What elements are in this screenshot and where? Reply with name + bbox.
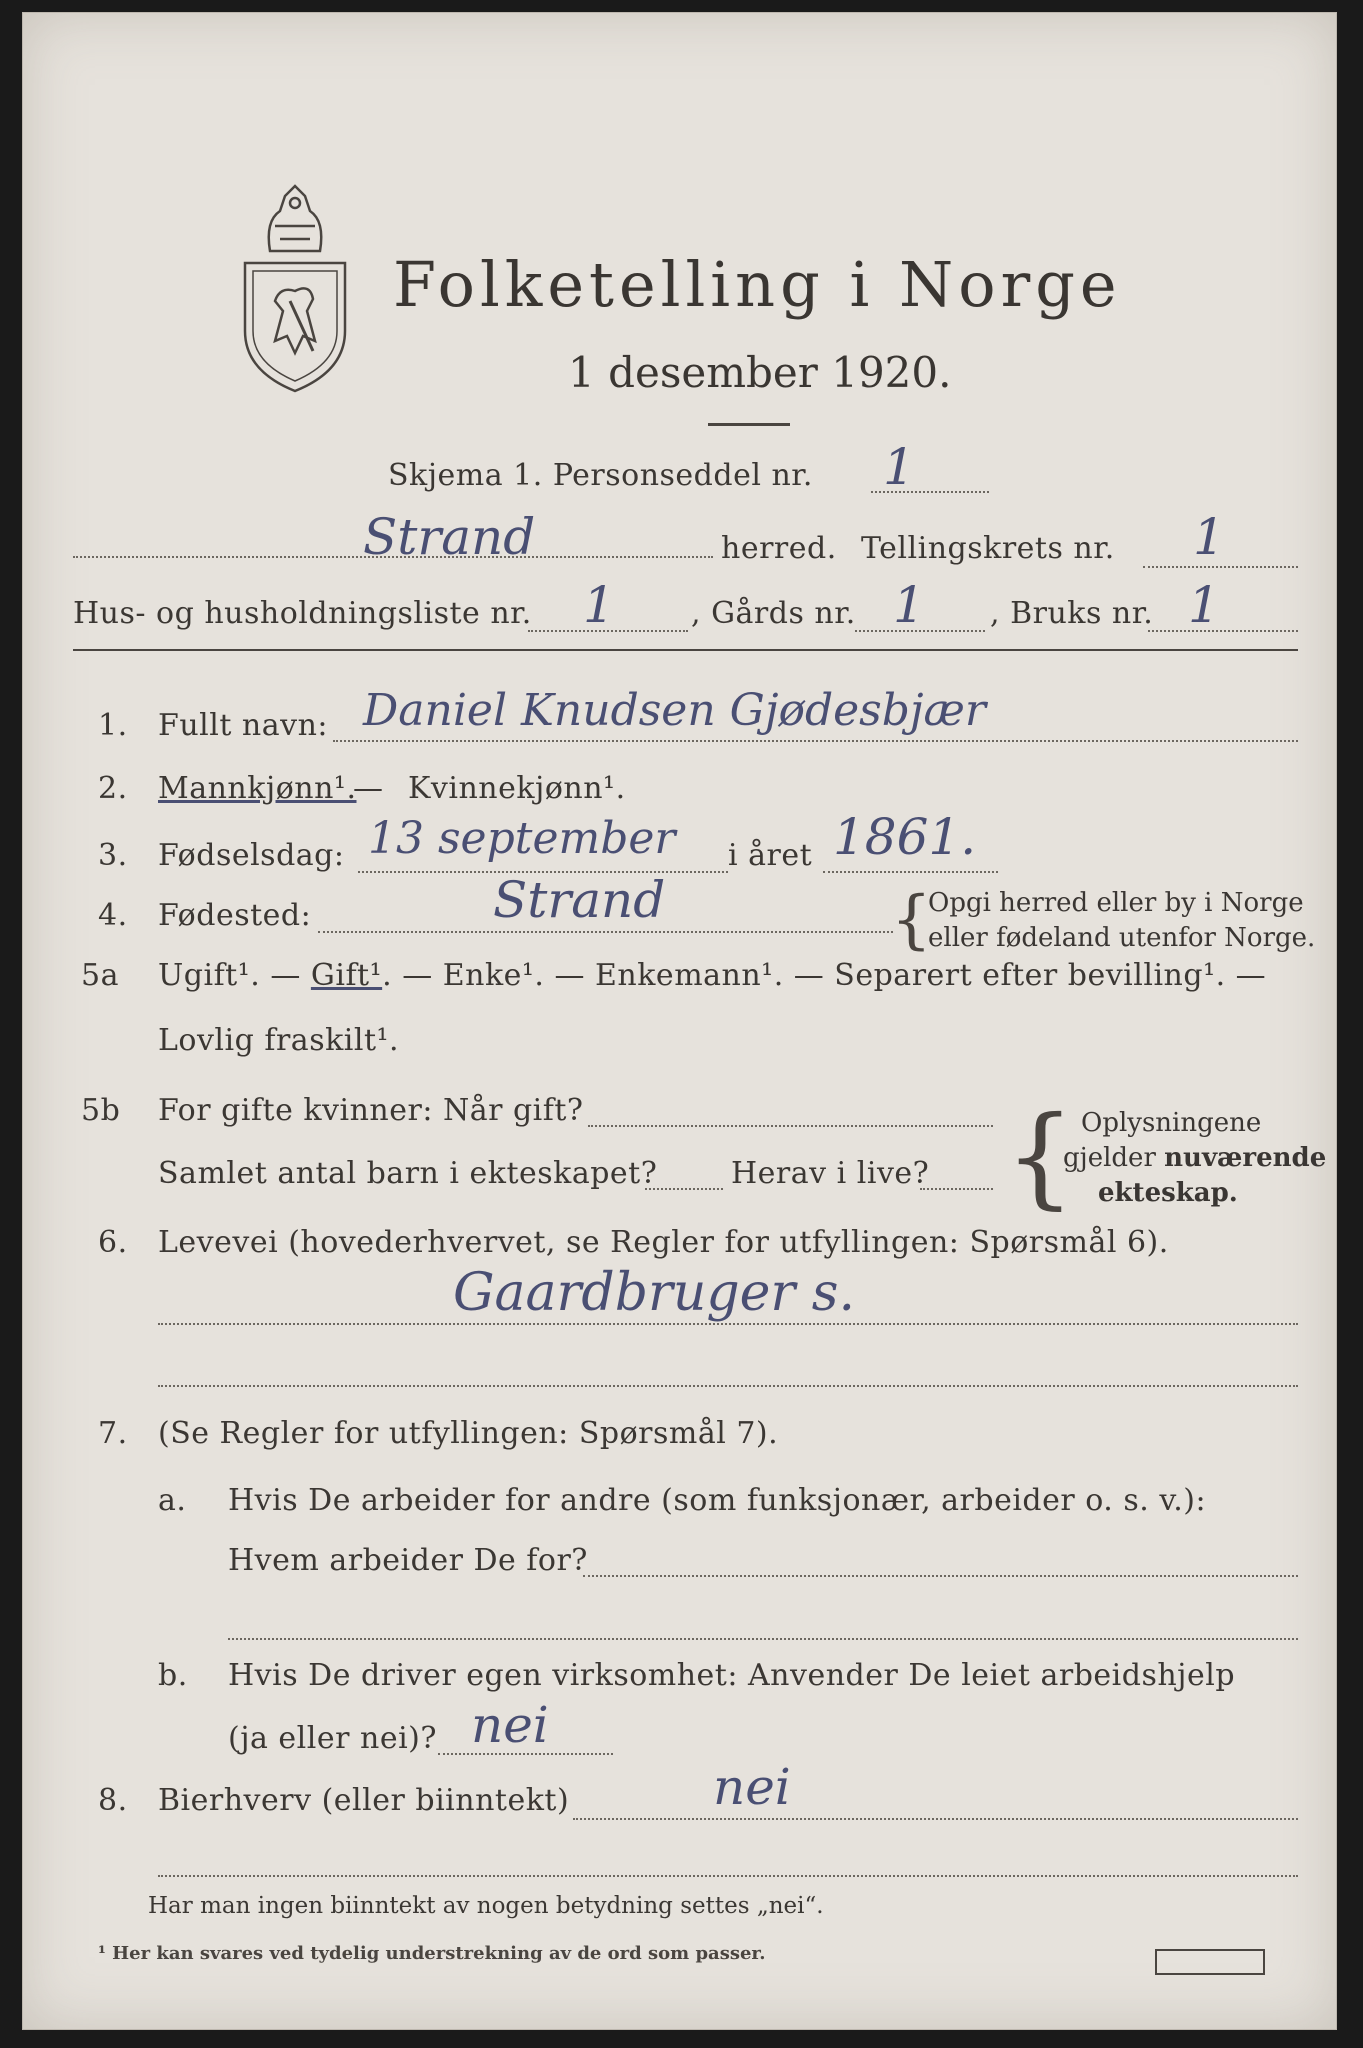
q3-label: Fødselsdag: — [158, 838, 345, 873]
census-form — [22, 12, 1337, 2030]
q6-number: 6. — [98, 1225, 128, 1260]
birthplace-field-line — [318, 931, 893, 933]
bruks-label: , Bruks nr. — [990, 596, 1154, 631]
occupation-field-line-2 — [158, 1385, 1298, 1387]
employer-label: Hvem arbeider De for? — [228, 1543, 588, 1578]
occupation-value: Gaardbruger s. — [453, 1263, 855, 1323]
hired-help-value: nei — [471, 1696, 549, 1754]
q7-number: 7. — [98, 1416, 128, 1451]
footer-note: Har man ingen biinntekt av nogen betydning settes „nei“. — [148, 1893, 824, 1919]
year-label: i året — [728, 838, 813, 873]
skjema-label: Skjema 1. Personseddel nr. — [388, 458, 813, 493]
printer-stamp — [1155, 1949, 1265, 1975]
birthplace-value: Strand — [493, 871, 666, 929]
q4-label: Fødested: — [158, 898, 312, 933]
q4-number: 4. — [98, 898, 128, 933]
birthplace-note-line2: eller fødeland utenfor Norge. — [928, 923, 1316, 953]
side-income-field-line-1 — [573, 1818, 1298, 1820]
q6-label: Levevei (hovederhvervet, se Regler for utfyllingen: Spørsmål 6). — [158, 1225, 1169, 1260]
form-title: Folketelling i Norge — [393, 248, 1122, 321]
employer-field-line-1 — [583, 1575, 1298, 1577]
married-when-field-line — [588, 1125, 993, 1127]
q3-number: 3. — [98, 838, 128, 873]
marriage-note-line1: Oplysningene — [1081, 1108, 1262, 1138]
children-count-label: Samlet antal barn i ekteskapet? — [158, 1156, 658, 1191]
divorced-option: Lovlig fraskilt¹. — [158, 1023, 400, 1058]
birthplace-note-brace: { — [891, 883, 932, 957]
footnote: ¹ Her kan svares ved tydelig understrekning av de ord som passer. — [98, 1943, 766, 1964]
tellingskrets-label: Tellingskrets nr. — [861, 531, 1115, 566]
side-income-field-line-2 — [158, 1875, 1298, 1877]
herred-label: herred. — [721, 531, 837, 566]
female-option: Kvinnekjønn¹. — [408, 771, 626, 806]
marriage-note-line2 — [1063, 1143, 1326, 1173]
bruks-value: 1 — [1188, 576, 1220, 634]
coat-of-arms-icon — [235, 181, 355, 396]
birthday-value: 13 september — [368, 813, 676, 864]
q8-number: 8. — [98, 1783, 128, 1818]
q2-number: 2. — [98, 771, 128, 806]
gards-value: 1 — [893, 576, 925, 634]
header-divider — [73, 649, 1298, 651]
unmarried-option: Ugift¹. — — [158, 958, 311, 993]
marriage-note-current: nuværende — [1164, 1143, 1327, 1173]
q5a-number: 5a — [81, 958, 119, 993]
year-field-line — [823, 871, 998, 873]
q7b-number: b. — [158, 1658, 188, 1693]
married-option: Gift¹ — [310, 958, 383, 993]
divider — [708, 423, 790, 426]
personseddel-value: 1 — [883, 438, 915, 496]
q1-number: 1. — [98, 708, 128, 743]
q2-separator: — — [353, 771, 384, 806]
employer-field-line-2 — [228, 1638, 1298, 1640]
tellingskrets-field-line — [1143, 566, 1298, 568]
children-count-field-line — [645, 1188, 723, 1190]
side-income-value: nei — [713, 1758, 791, 1816]
marriage-note-applies: gjelder — [1063, 1143, 1165, 1173]
full-name-value: Daniel Knudsen Gjødesbjær — [363, 685, 986, 736]
husholdningsliste-value: 1 — [583, 576, 615, 634]
q7b-label: Hvis De driver egen virksomhet: Anvender De leiet arbeidshjelp — [228, 1658, 1236, 1693]
year-value: 1861. — [833, 808, 977, 866]
occupation-field-line-1 — [158, 1323, 1298, 1325]
gards-label: , Gårds nr. — [691, 596, 856, 631]
q7-label: (Se Regler for utfyllingen: Spørsmål 7). — [158, 1416, 779, 1451]
q5a-line1 — [158, 958, 1266, 993]
male-option: Mannkjønn¹. — [158, 771, 357, 806]
children-alive-field-line — [920, 1188, 993, 1190]
children-alive-label: Herav i live? — [731, 1156, 930, 1191]
census-date: 1 desember 1920. — [568, 348, 952, 397]
q5b-married-when-label: For gifte kvinner: Når gift? — [158, 1093, 584, 1128]
full-name-field-line — [333, 740, 1298, 742]
marriage-note-brace: { — [1005, 1092, 1075, 1220]
bruks-field-line — [1148, 630, 1298, 632]
q5b-number: 5b — [81, 1093, 121, 1128]
tellingskrets-value: 1 — [1193, 508, 1225, 566]
hired-help-label: (ja eller nei)? — [228, 1721, 437, 1756]
q1-label: Fullt navn: — [158, 708, 329, 743]
marriage-note-line3: ekteskap. — [1098, 1178, 1238, 1208]
q8-label: Bierhverv (eller biinntekt) — [158, 1783, 570, 1818]
q7a-number: a. — [158, 1483, 187, 1518]
q5a-other-options: . — Enke¹. — Enkemann¹. — Separert efter bevilling¹. — — [382, 958, 1267, 993]
herred-value: Strand — [363, 508, 536, 566]
q7a-label: Hvis De arbeider for andre (som funksjonær, arbeider o. s. v.): — [228, 1483, 1207, 1518]
husholdningsliste-label: Hus- og husholdningsliste nr. — [73, 596, 532, 631]
birthplace-note-line1: Opgi herred eller by i Norge — [928, 888, 1304, 918]
